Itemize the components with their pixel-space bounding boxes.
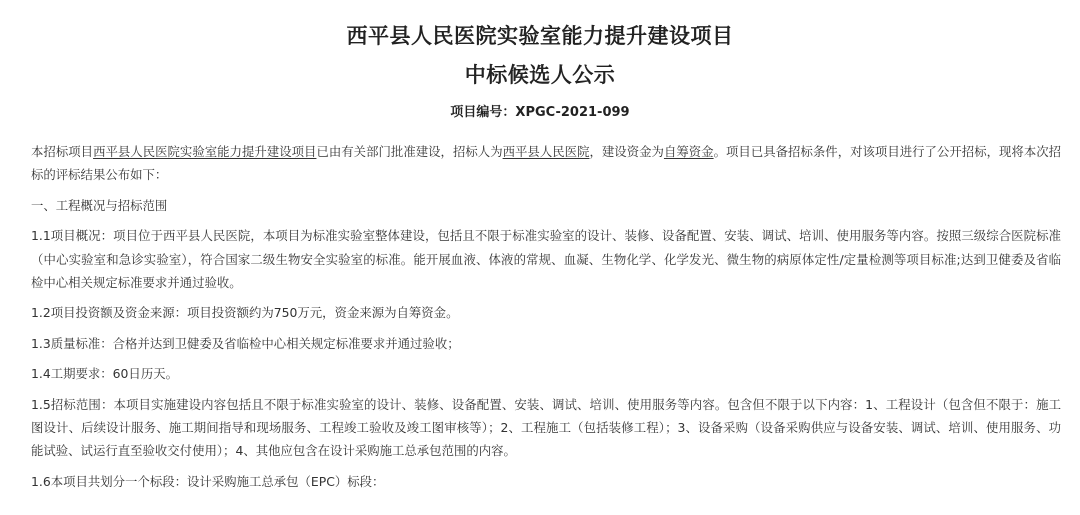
announcement-body xyxy=(31,140,1061,500)
funding-underlined: 自筹资金 xyxy=(663,144,714,159)
intro-paragraph xyxy=(31,140,1061,187)
section-heading: 一、工程概况与招标范围 xyxy=(31,197,168,213)
project-code-label: 项目编号： xyxy=(450,105,516,120)
item-1-3: 1.3质量标准：合格并达到卫健委及省临检中心相关规定标准要求并通过验收； xyxy=(31,335,460,351)
item-1-6: 1.6本项目共划分一个标段：设计采购施工总承包（EPC）标段： xyxy=(31,473,385,489)
intro-text-4: 。项目已具备招标条件，对该项目进行了公开招标，现将本次招标的评标结果公布如下： xyxy=(31,144,1062,183)
project-code xyxy=(0,101,1080,120)
item-1-1: 1.1项目概况：项目位于西平县人民医院，本项目为标准实验室整体建设，包括且不限于标准实验室的设计、装修、设备配置、安装、调试、培训、使用服务等内容。按照三级综合医院标准（中心实验室和急诊实验室），符合国家二级生物安全实验室的标准。能开展血液、体液的常规、血凝、生物化学、化学发光、微生物的病原体定性/定量检测等项目标准;达到卫健委及省临检中心相关规定标准要求并通过验收。 xyxy=(31,228,1061,291)
item-1-2: 1.2项目投资额及资金来源：项目投资额约为750万元，资金来源为自筹资金。 xyxy=(31,305,459,321)
item-1-5: 1.5招标范围：本项目实施建设内容包括且不限于标准实验室的设计、装修、设备配置、安装、调试、培训、使用服务等内容。包含但不限于以下内容：1、工程设计（包含但不限于：施工图设计、后续设计服务、施工期间指导和现场服务、工程竣工验收及竣工图审核等）；2、工程施工（包括装修工程）；3、设备采购（设备采购供应与设备安装、调试、培训、使用服务、功能试验、试运行直至验收交付使用）；4、其他应包含在设计采购施工总承包范围的内容。 xyxy=(31,396,1061,459)
tenderer-underlined: 西平县人民医院 xyxy=(502,144,590,159)
intro-text-2: 已由有关部门批准建设，招标人为 xyxy=(316,144,503,159)
page-subtitle: 中标候选人公示 xyxy=(464,63,616,87)
project-name-underlined: 西平县人民医院实验室能力提升建设项目 xyxy=(93,144,317,159)
intro-text-3: ，建设资金为 xyxy=(589,144,664,159)
page-title: 西平县人民医院实验室能力提升建设项目 xyxy=(346,24,734,48)
item-1-4: 1.4工期要求：60日历天。 xyxy=(31,366,178,382)
project-code-value: XPGC-2021-099 xyxy=(515,105,630,120)
intro-text-1: 本招标项目 xyxy=(31,144,94,159)
